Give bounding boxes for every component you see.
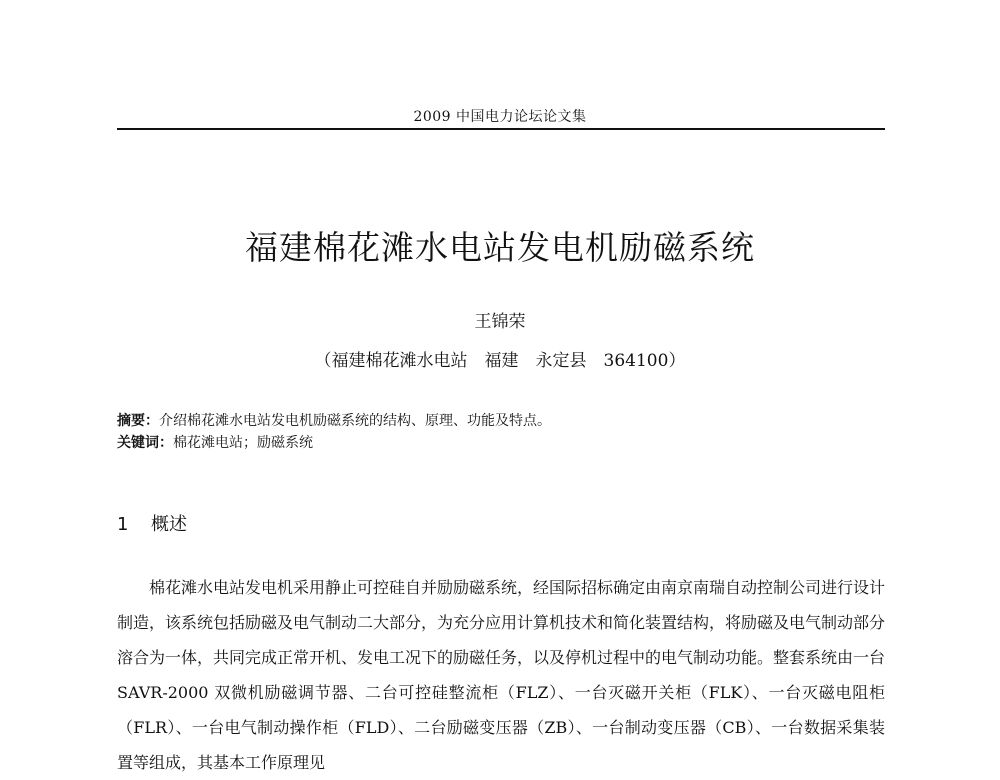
abstract-label: 摘要： [117,413,159,429]
header-rule [117,128,885,130]
keywords-label: 关键词： [117,435,173,451]
abstract-block [117,410,885,454]
section-heading [117,510,187,536]
section-body [117,570,885,780]
section-title: 概述 [151,514,187,535]
keywords-line [117,432,885,454]
running-header: 2009 中国电力论坛论文集 [413,109,587,125]
abstract-line [117,410,885,432]
body-paragraph: 棉花滩水电站发电机采用静止可控硅自并励励磁系统，经国际招标确定由南京南瑞自动控制公司进行设计制造，该系统包括励磁及电气制动二大部分，为充分应用计算机技术和简化装置结构，将励磁及电气制动部分溶合为一体，共同完成正常开机、发电工况下的励磁任务，以及停机过程中的电气制动功能。整套系统由一台 SAVR-2000 双微机励磁调节器、二台可控硅整流柜（FLZ）、一台灭磁开关柜（FLK）、一台灭磁电阻柜（FLR）、一台电气制动操作柜（FLD）、二台励磁变压器（ZB）、一台制动变压器（CB）、一台数据采集装置等组成，其基本工作原理见 [117,578,886,772]
paper-title: 福建棉花滩水电站发电机励磁系统 [245,228,755,267]
keywords-text: 棉花滩电站；励磁系统 [173,435,313,451]
abstract-text: 介绍棉花滩水电站发电机励磁系统的结构、原理、功能及特点。 [159,413,551,429]
author-name: 王锦荣 [474,312,526,332]
author-affiliation: （福建棉花滩水电站 福建 永定县 364100） [314,351,686,371]
section-number: 1 [117,514,129,535]
